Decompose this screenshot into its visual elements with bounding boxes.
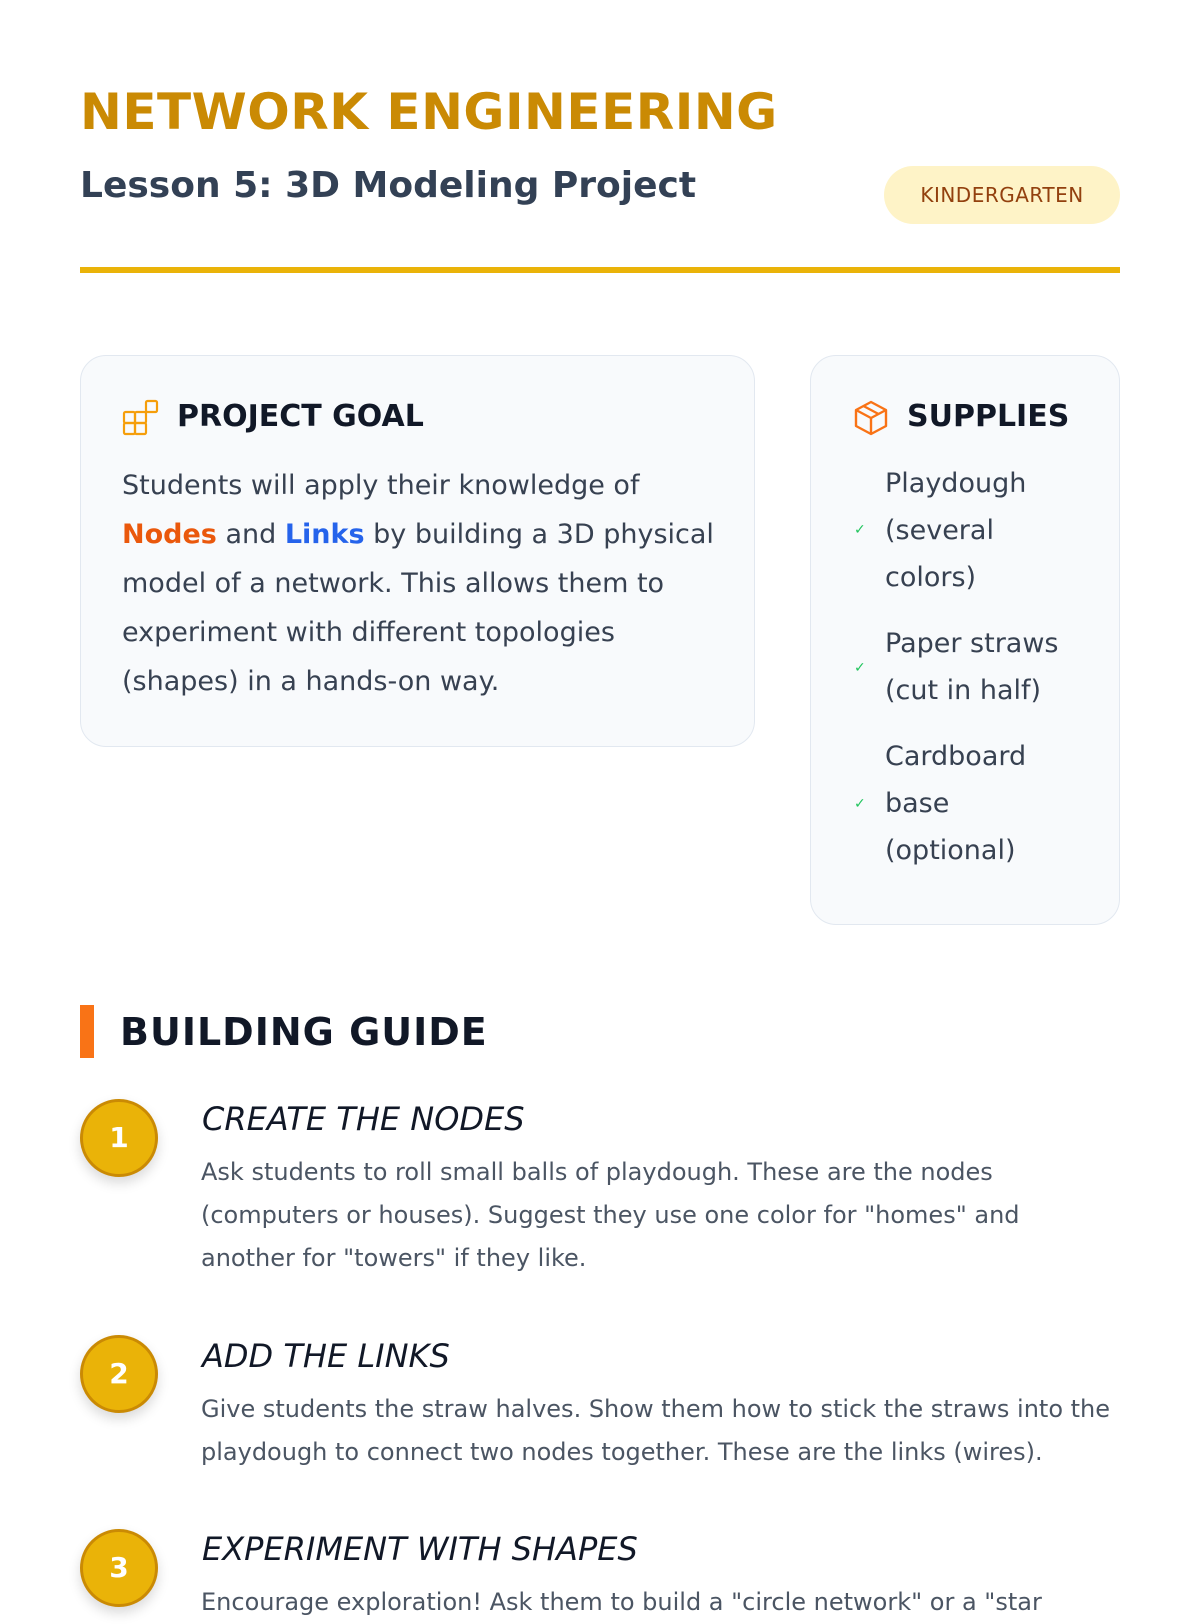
page-title: NETWORK ENGINEERING bbox=[80, 83, 778, 141]
supply-label: Paper straws (cut in half) bbox=[885, 628, 1059, 706]
blocks-icon bbox=[122, 399, 160, 437]
supply-label: Playdough (several colors) bbox=[885, 468, 1027, 593]
grade-badge: KINDERGARTEN bbox=[884, 166, 1120, 224]
supply-label: Cardboard base (optional) bbox=[885, 741, 1027, 866]
header-divider bbox=[80, 267, 1120, 273]
step-number-badge: 2 bbox=[80, 1335, 158, 1413]
step-number-badge: 3 bbox=[80, 1529, 158, 1607]
project-goal-heading: PROJECT GOAL bbox=[177, 399, 424, 434]
goal-text-intro: Students will apply their knowledge of bbox=[122, 470, 640, 501]
supplies-card bbox=[810, 355, 1120, 925]
project-goal-text bbox=[122, 461, 722, 706]
step-description: Give students the straw halves. Show them how to stick the straws into the playdough to connect two nodes together. These are the links (wires). bbox=[201, 1395, 1111, 1466]
check-icon: ✓ bbox=[854, 660, 866, 676]
check-icon: ✓ bbox=[854, 796, 866, 812]
step-description: Ask students to roll small balls of playdough. These are the nodes (computers or houses). Suggest they use one color for "homes" and another for "towers" if they like. bbox=[201, 1158, 1020, 1272]
goal-text-rest: by building a 3D physical model of a network. This allows them to experiment with different topologies (shapes) in a hands-on way. bbox=[122, 519, 714, 697]
check-icon: ✓ bbox=[854, 522, 866, 538]
links-term: Links bbox=[284, 519, 365, 550]
building-guide-heading: BUILDING GUIDE bbox=[120, 1010, 488, 1054]
box-icon bbox=[852, 399, 890, 437]
project-goal-card bbox=[80, 355, 755, 747]
nodes-term: Nodes bbox=[122, 519, 217, 550]
step-title: ADD THE LINKS bbox=[202, 1337, 450, 1375]
goal-text-and: and bbox=[216, 519, 285, 550]
step-title: EXPERIMENT WITH SHAPES bbox=[202, 1530, 638, 1568]
step-description: Encourage exploration! Ask them to build a "circle network" or a "star bbox=[201, 1588, 1042, 1616]
section-accent-bar bbox=[80, 1005, 94, 1058]
step-number-badge: 1 bbox=[80, 1099, 158, 1177]
step-title: CREATE THE NODES bbox=[202, 1100, 525, 1138]
lesson-subtitle: Lesson 5: 3D Modeling Project bbox=[80, 165, 697, 206]
supplies-heading: SUPPLIES bbox=[907, 399, 1070, 434]
